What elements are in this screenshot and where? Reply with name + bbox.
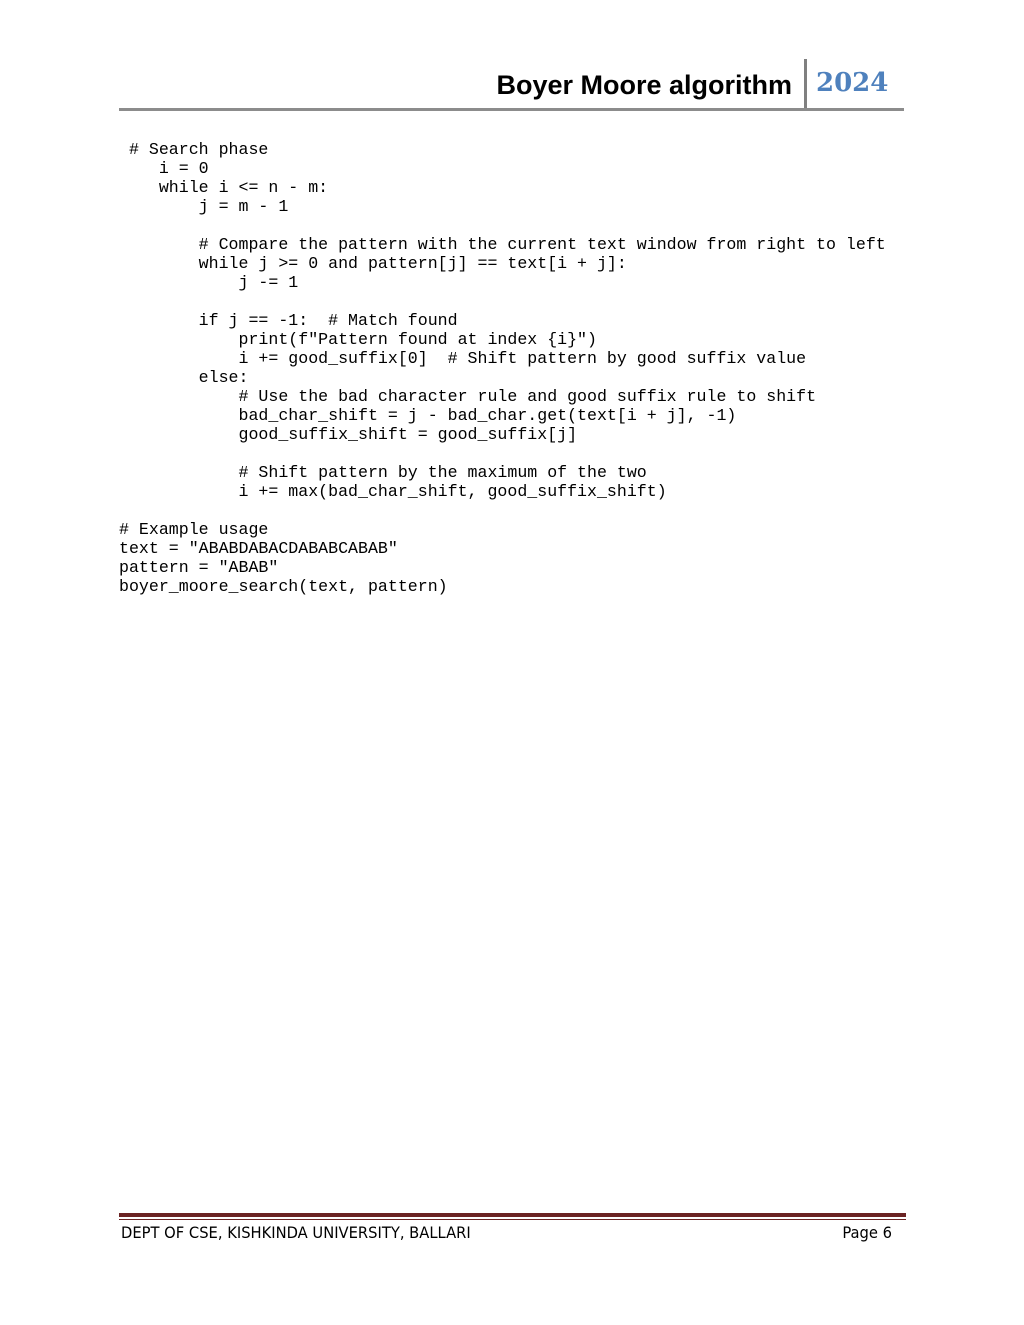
footer-rule-thin [119,1219,906,1220]
code-line: while i <= n - m: [119,178,329,197]
code-line: j -= 1 [119,273,299,292]
code-line: if j == -1: # Match found [119,311,458,330]
header-rule [119,108,904,111]
code-line: # Use the bad character rule and good suffix rule to shift [119,387,817,406]
code-line: i += good_suffix[0] # Shift pattern by good suffix value [119,349,807,368]
footer-rule [119,1213,906,1217]
header-separator [804,59,807,110]
code-line [119,501,886,520]
code-line: print(f"Pattern found at index {i}") [119,330,597,349]
code-line: text = "ABABDABACDABABCABAB" [119,539,398,558]
code-line: boyer_moore_search(text, pattern) [119,577,448,596]
code-line: # Shift pattern by the maximum of the two [119,463,647,482]
code-line [119,444,886,463]
code-line: good_suffix_shift = good_suffix[j] [119,425,578,444]
code-line [119,216,886,235]
code-line: # Search phase [119,140,269,159]
footer-page-number: Page 6 [842,1223,892,1242]
code-block [119,140,886,596]
code-line: bad_char_shift = j - bad_char.get(text[i + j], -1) [119,406,737,425]
code-line: else: [119,368,249,387]
code-line: i += max(bad_char_shift, good_suffix_shift) [119,482,667,501]
code-line: # Compare the pattern with the current text window from right to left [119,235,886,254]
code-line: # Example usage [119,520,269,539]
code-line: j = m - 1 [119,197,289,216]
footer-department: DEPT OF CSE, KISHKINDA UNIVERSITY, BALLARI [121,1223,471,1242]
code-line [119,292,886,311]
header-year: 2024 [816,68,889,98]
code-line: while j >= 0 and pattern[j] == text[i + j]: [119,254,627,273]
code-line: pattern = "ABAB" [119,558,279,577]
header-title: Boyer Moore algorithm [496,70,792,100]
code-line: i = 0 [119,159,209,178]
